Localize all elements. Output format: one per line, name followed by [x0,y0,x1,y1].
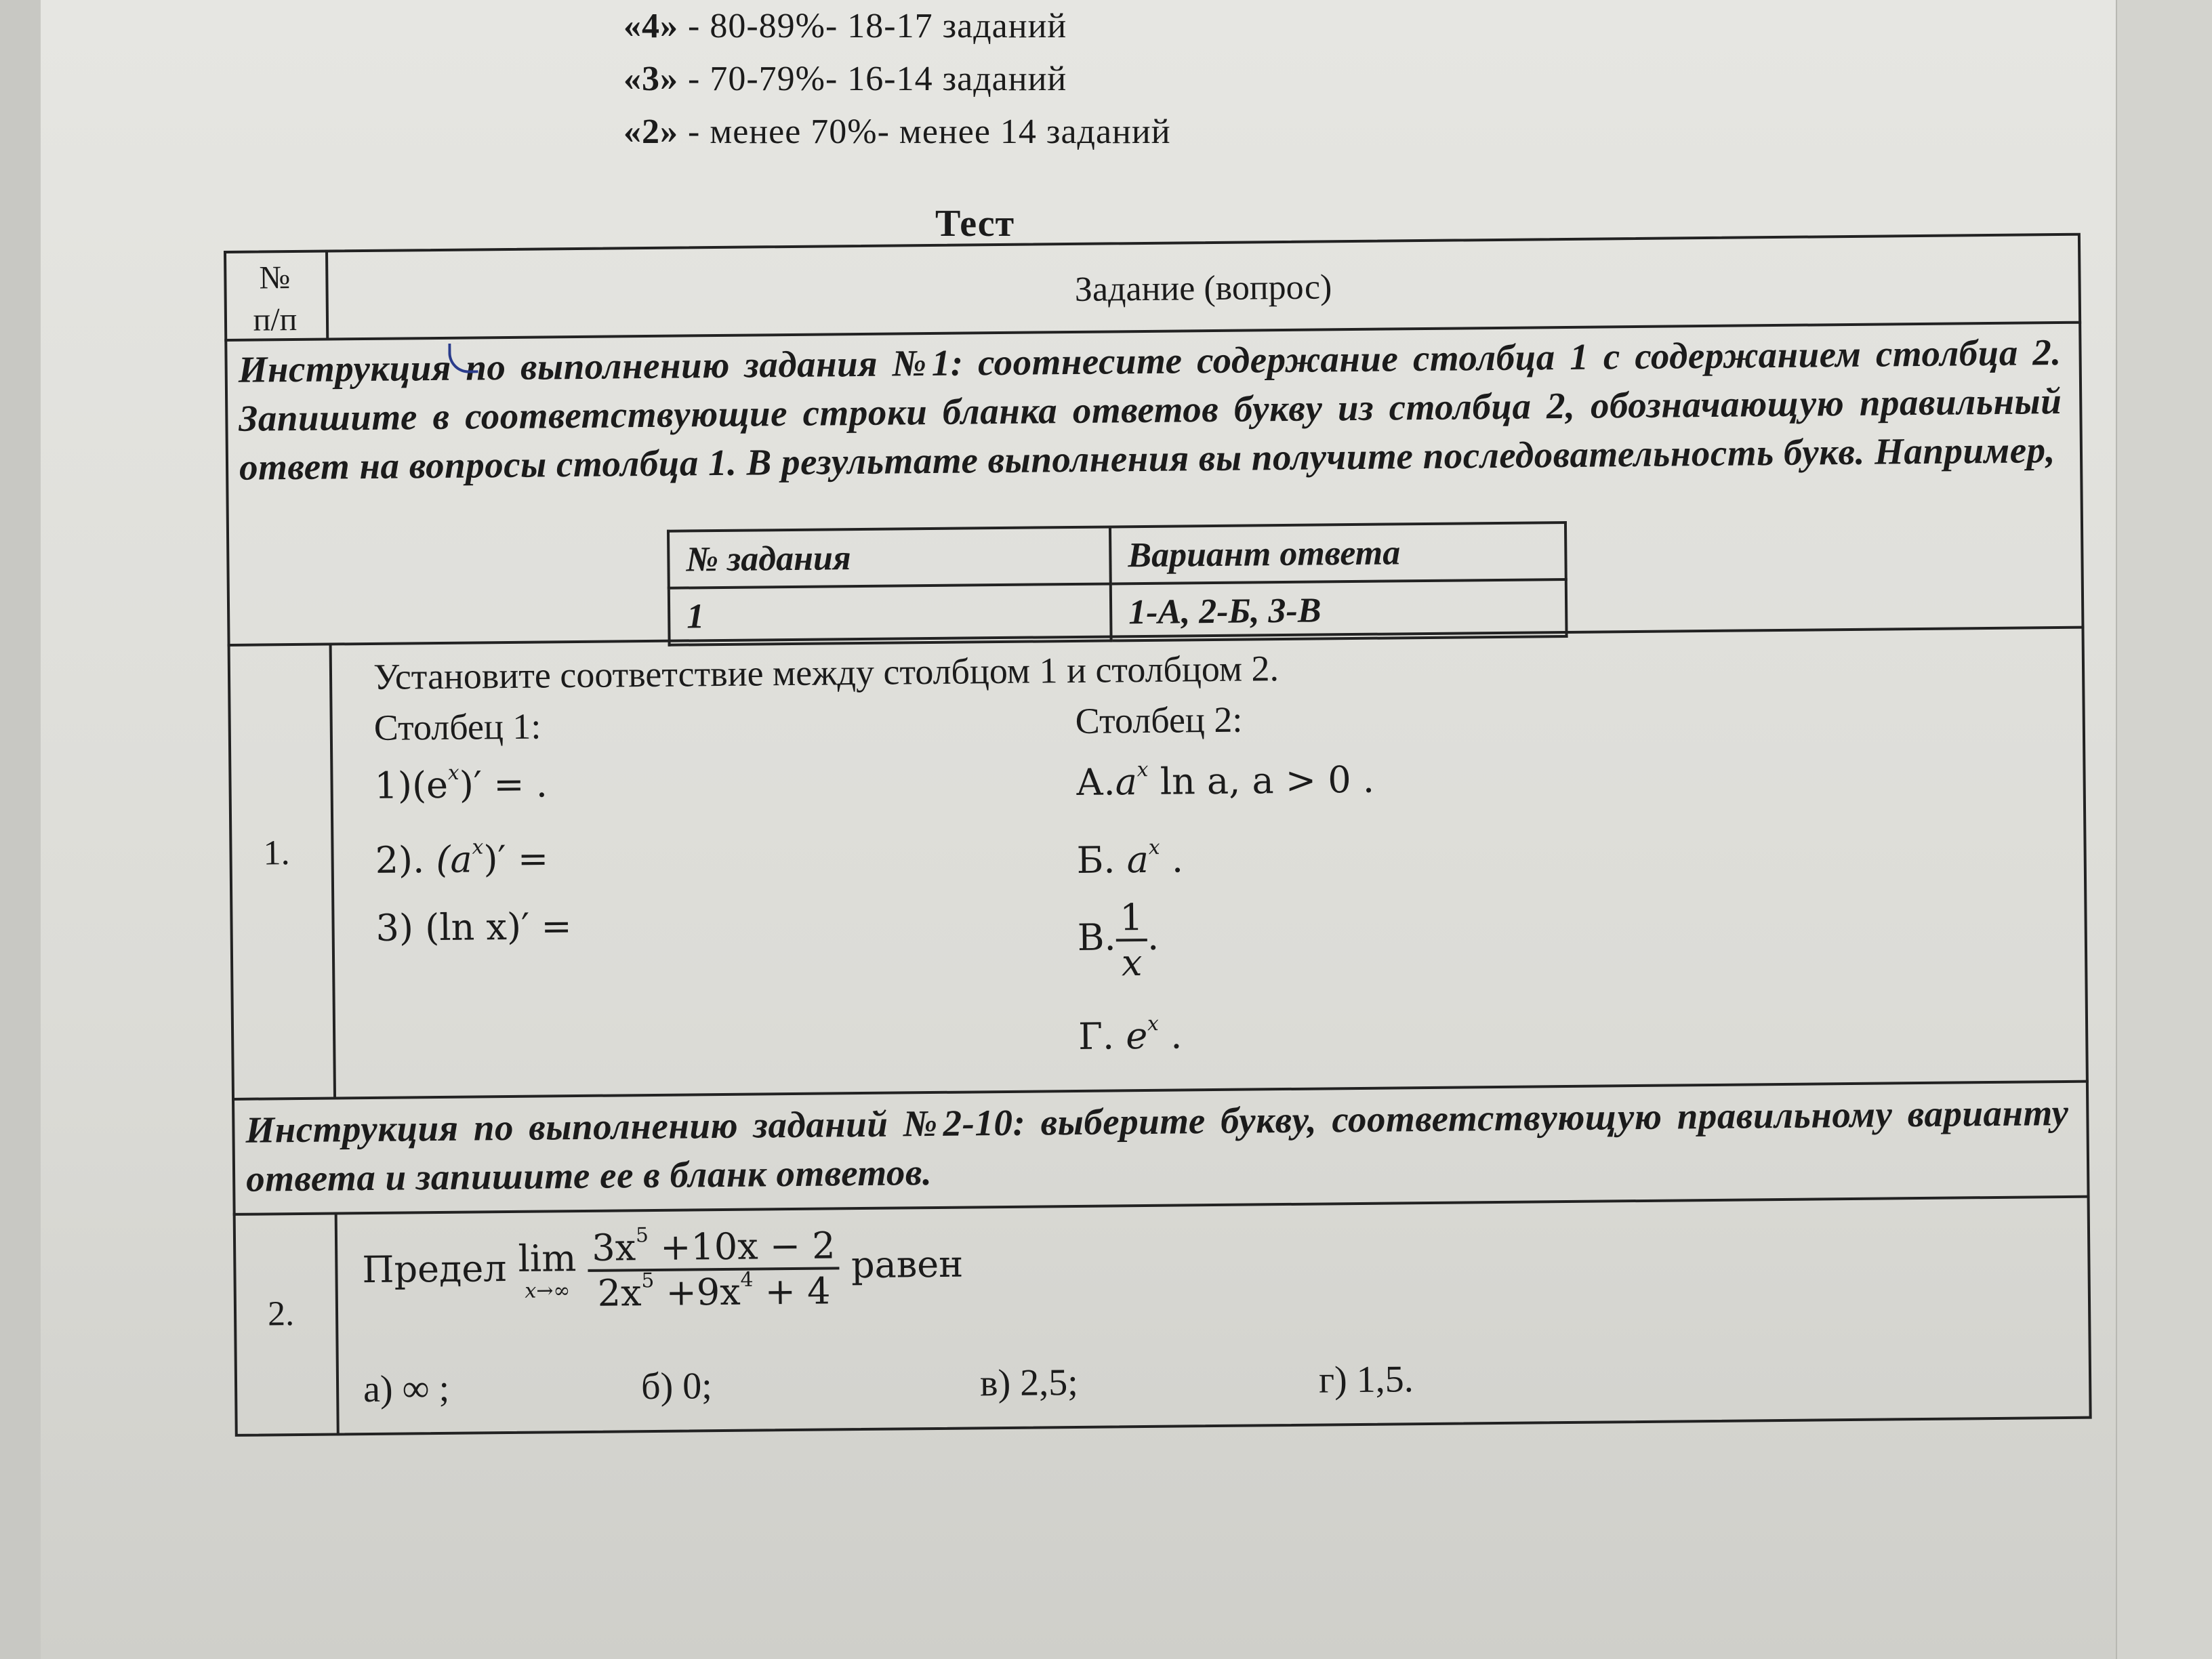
example-header-cell: № задания [668,527,1111,588]
grading-line: «4» - 80-89%- 18-17 заданий [623,7,1067,45]
limit-fraction: $\frac{3x^5 +10x - 2}{2x^5 +9x^4 + 4}$ [588,1224,840,1315]
grading-line: «3» - 70-79%- 16-14 заданий [623,60,1067,98]
fraction: $\frac{1}{x}$ [1115,896,1148,984]
answer-option: в) 2,5; [979,1361,1079,1405]
test-table [224,233,2092,1437]
q1-col2-item: В. $\frac{1}{x}$ . [1077,896,1160,985]
answer-option: а) ∞ ; [363,1367,450,1411]
example-header-cell: Вариант ответа [1110,523,1566,583]
grading-line: «2» - менее 70%- менее 14 заданий [623,112,1171,151]
answer-option: г) 1,5. [1318,1358,1414,1401]
q1-col2-item: Г. $e^x$ . [1078,1012,1183,1058]
q1-col2-title: Столбец 2: [1075,699,1243,741]
q2-limit-expression: Предел lim x→∞ $\frac{3x^5 +10x - 2}{2x^5 +9x^4 + 4}$ равен [362,1223,964,1315]
answer-option: б) 0; [640,1365,713,1408]
q1-col2-item: Б. $a^x$ . [1076,836,1184,882]
question-number: 2. [267,1294,295,1334]
example-table [667,521,1568,647]
q1-col1-title: Столбец 1: [373,705,541,748]
grading-scale [623,0,1171,159]
q1-col1-item: $1)(e^x)'$ = . [374,760,548,807]
underlying-page [2116,0,2212,1659]
q1-col1-item: 3) (ln x)′ = [375,905,573,949]
table-row [668,523,1566,588]
question-number: 1. [263,834,290,873]
limit-operator: lim x→∞ [518,1237,577,1303]
test-title: Тест [935,203,1015,245]
header-number: № п/п [253,260,298,338]
q1-col2-item: $А.a^x$ ln a, a > 0 . [1076,758,1375,804]
instruction-tasks-2-10: Инструкция по выполнению заданий №2-10: выберите букву, соответствующую правильному варианту ответа и запишите ее в бланк ответов. [245,1091,2069,1200]
example-cell: 1-А, 2-Б, 3-В [1111,579,1567,640]
q1-col1-item: 2). $(a^x)'$ = [375,835,549,882]
example-cell: 1 [669,583,1111,644]
q1-prompt: Установите соответствие между столбцом 1 и столбцом 2. [373,648,1279,697]
header-task: Задание (вопрос) [1074,268,1332,309]
instruction-task-1: Инструкция по выполнению задания №1: соотнесите содержание столбца 1 с содержанием столбца 2. Запишите в соответствующие строки бланка ответов букву из столбца 2, обозначающую правильный ответ на вопросы столбца 1. В результате выполнения вы получите последовательность букв. Например, [238,331,2062,488]
